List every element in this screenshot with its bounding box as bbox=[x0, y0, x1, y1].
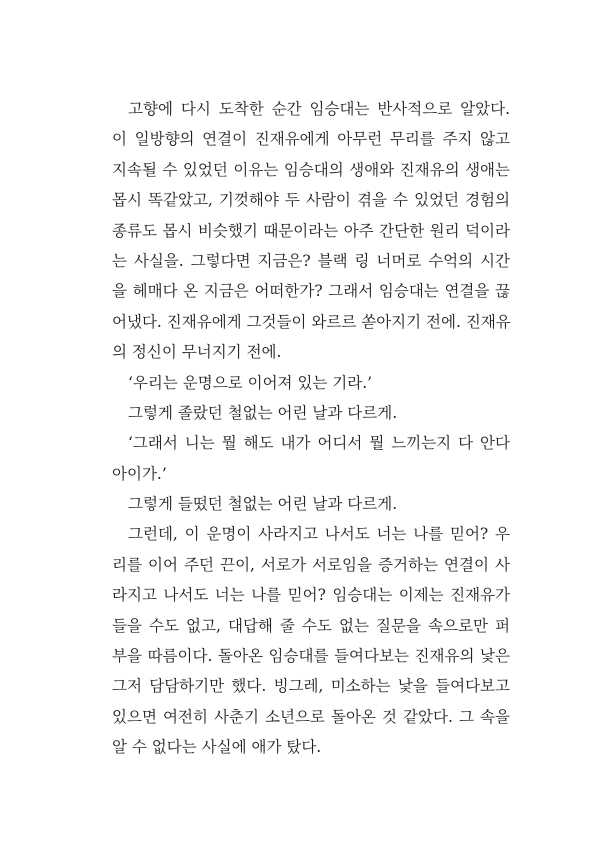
text-line: 그렇게 들떴던 철없는 어린 날과 다르게. bbox=[128, 495, 398, 514]
text-line: 의 정신이 무너지기 전에. bbox=[112, 343, 282, 362]
text-line: 그저 담담하기만 했다. 빙그레, 미소하는 낯을 들여다보고 bbox=[112, 677, 510, 696]
text-line: 그런데, 이 운명이 사라지고 나서도 너는 나를 믿어? 우 bbox=[128, 525, 510, 544]
text-line: 부을 따름이다. 돌아온 임승대를 들여다보는 진재유의 낯은 bbox=[112, 647, 510, 666]
text-line: ‘우리는 운명으로 이어져 있는 기라.’ bbox=[128, 373, 373, 392]
body-text bbox=[112, 94, 510, 763]
text-line: 알 수 없다는 사실에 애가 탔다. bbox=[112, 738, 322, 757]
text-line: 그렇게 졸랐던 철없는 어린 날과 다르게. bbox=[128, 403, 398, 422]
text-line: ‘그래서 니는 뭘 해도 내가 어디서 뭘 느끼는지 다 안다 bbox=[128, 434, 510, 453]
text-line: 지속될 수 있었던 이유는 임승대의 생애와 진재유의 생애는 bbox=[112, 160, 510, 179]
text-line: 을 헤매다 온 지금은 어떠한가? 그래서 임승대는 연결을 끊 bbox=[112, 282, 510, 301]
text-line: 종류도 몹시 비슷했기 때문이라는 아주 간단한 원리 덕이라 bbox=[112, 221, 510, 240]
text-line: 는 사실을. 그렇다면 지금은? 블랙 링 너머로 수억의 시간 bbox=[112, 251, 510, 270]
text-line: 있으면 여전히 사춘기 소년으로 돌아온 것 같았다. 그 속을 bbox=[112, 707, 510, 726]
text-line: 몹시 똑같았고, 기껏해야 두 사람이 겪을 수 있었던 경험의 bbox=[112, 191, 510, 210]
text-line: 라지고 나서도 너는 나를 믿어? 임승대는 이제는 진재유가 bbox=[112, 586, 510, 605]
text-line: 어냈다. 진재유에게 그것들이 와르르 쏟아지기 전에. 진재유 bbox=[112, 312, 511, 331]
text-line: 들을 수도 없고, 대답해 줄 수도 없는 질문을 속으로만 퍼 bbox=[112, 616, 510, 635]
text-line: 고향에 다시 도착한 순간 임승대는 반사적으로 알았다. bbox=[128, 100, 510, 118]
text-line: 리를 이어 주던 끈이, 서로가 서로임을 증거하는 연결이 사 bbox=[112, 555, 510, 574]
text-line: 아이가.’ bbox=[112, 464, 167, 483]
text-line: 이 일방향의 연결이 진재유에게 아무런 무리를 주지 않고 bbox=[112, 130, 510, 149]
